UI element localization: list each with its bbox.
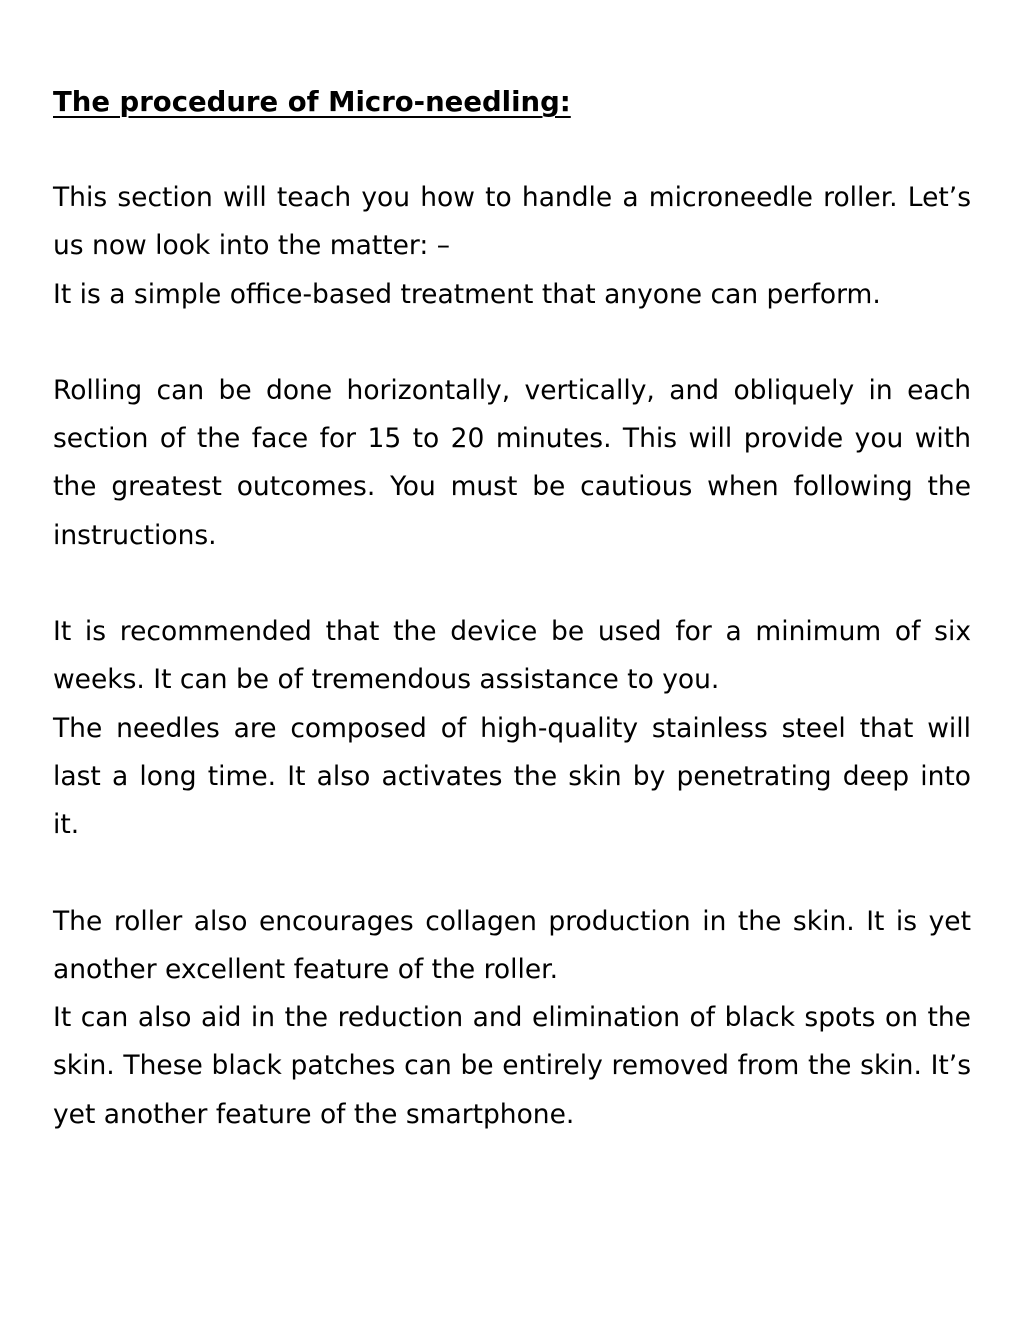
spacer	[53, 850, 971, 898]
paragraph-treatment: It is a simple office-based treatment that anyone can perform.	[53, 278, 881, 310]
paragraph-intro: This section will teach you how to handle a microneedle roller. Let’s us now look into the matter: –	[53, 182, 971, 262]
paragraph-duration: It is recommended that the device be used for a minimum of six weeks. It can be of tremendous assistance to you.	[53, 616, 971, 696]
spacer	[53, 126, 971, 174]
paragraph-collagen: The roller also encourages collagen production in the skin. It is yet another excellent feature of the roller.	[53, 905, 971, 985]
paragraph-needles: The needles are composed of high-quality stainless steel that will last a long time. It also activates the skin by penetrating deep into it.	[53, 712, 971, 841]
spacer	[53, 560, 971, 608]
paragraph-rolling: Rolling can be done horizontally, vertically, and obliquely in each section of the face for 15 to 20 minutes. This will provide you with the greatest outcomes. You must be cautious when following the instructions.	[53, 374, 971, 551]
document-page	[53, 78, 971, 1139]
paragraph-spots: It can also aid in the reduction and elimination of black spots on the skin. These black patches can be entirely removed from the skin. It’s yet another feature of the smartphone.	[53, 1002, 971, 1130]
document-heading: The procedure of Micro-needling:	[53, 86, 571, 118]
spacer	[53, 319, 971, 367]
